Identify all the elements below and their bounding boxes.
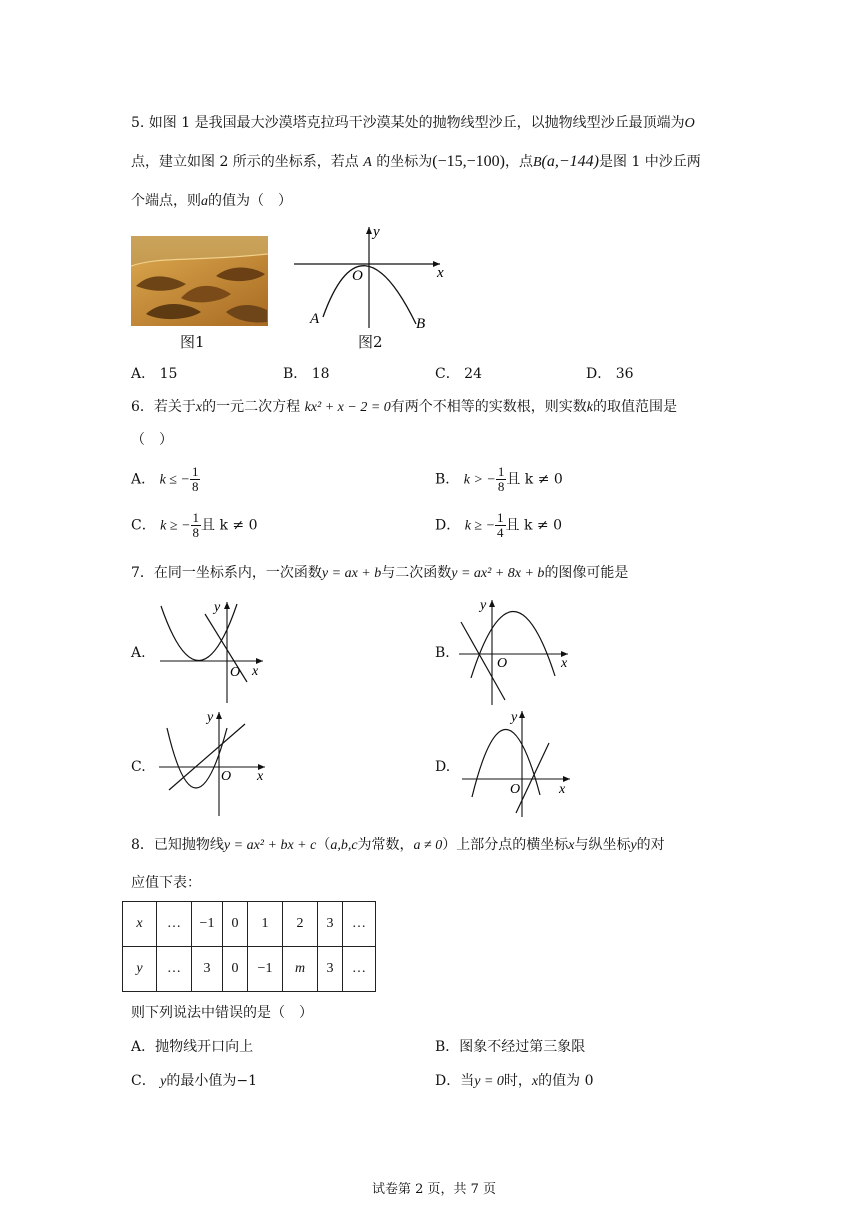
svg-text:y: y — [511, 710, 518, 725]
table-cell: m — [283, 947, 318, 992]
page-footer: 试卷第 2 页，共 7 页 — [371, 1182, 497, 1197]
fig2-parabola-diagram — [290, 222, 450, 332]
q5-text: ，点 — [504, 154, 533, 170]
q8-option-d[interactable]: D．当y = 0时，x的值为 0 — [435, 1073, 594, 1089]
table-row-y — [123, 947, 376, 992]
table-row-x — [123, 902, 376, 947]
svg-text:x: x — [561, 656, 568, 671]
q5-var-B: B — [532, 155, 542, 170]
q7-option-d-label[interactable]: D. — [435, 759, 451, 775]
table-cell: … — [343, 947, 376, 992]
svg-text:y: y — [207, 710, 214, 725]
q7-graph-d[interactable] — [458, 707, 576, 823]
table-cell: −1 — [192, 902, 223, 947]
q5-var-A: A — [363, 155, 372, 170]
table-cell: 0 — [223, 902, 248, 947]
svg-text:O: O — [510, 782, 521, 797]
q5-text: 5. 如图 1 是我国最大沙漠塔克拉玛干沙漠某处的抛物线型沙丘，以抛物线型沙丘最顶端为 — [131, 115, 685, 131]
q6-equation: kx² + x − 2 = 0 — [304, 400, 391, 415]
q5-var-a: a — [201, 194, 208, 209]
table-cell: 0 — [223, 947, 248, 992]
fraction: $\frac{1}{8}$ — [497, 464, 505, 494]
fraction: $\frac{1}{8}$ — [191, 464, 199, 494]
svg-text:y: y — [480, 598, 487, 613]
svg-text:y: y — [214, 600, 221, 615]
q7-graph-c[interactable] — [155, 708, 270, 822]
q6-option-b[interactable]: B． k > − $\frac{1}{8}$ 且 k ≠ 0 — [435, 464, 563, 494]
table-cell: 3 — [318, 902, 343, 947]
q7-line1: 7．在同一坐标系内，一次函数y = ax + b与二次函数y = ax² + 8x + b的图像可能是 — [131, 565, 629, 581]
q5-option-c[interactable]: C． 24 — [435, 366, 482, 382]
origin-label: O — [352, 268, 363, 284]
table-cell: x — [123, 902, 157, 947]
table-cell: 2 — [283, 902, 318, 947]
point-A-label: A — [310, 311, 320, 327]
q7-graph-b[interactable] — [455, 594, 575, 712]
fig1-label: 图1 — [180, 333, 205, 351]
q8-function: y = ax² + bx + c — [223, 838, 317, 853]
axis-y-label: y — [373, 224, 380, 240]
q5-coord-B: (a,−144) — [541, 153, 599, 170]
q5-line3 — [131, 191, 292, 212]
q5-text: 点，建立如图 2 所示的坐标系，若点 — [131, 154, 359, 170]
table-cell: −1 — [248, 947, 283, 992]
table-cell: y — [123, 947, 157, 992]
point-B-label: B — [416, 316, 426, 332]
q7-graph-a[interactable] — [155, 598, 270, 712]
q8-option-a[interactable]: A．抛物线开口向上 — [131, 1039, 254, 1055]
q7-option-a-label[interactable]: A. — [131, 645, 146, 661]
svg-text:x: x — [257, 769, 264, 784]
table-cell: 3 — [192, 947, 223, 992]
q5-line2 — [131, 152, 701, 173]
q6-line1: 6．若关于x的一元二次方程 kx² + x − 2 = 0有两个不相等的实数根，则实数k的取值范围是 — [131, 399, 677, 415]
fraction: $\frac{1}{4}$ — [497, 510, 504, 540]
q5-line1 — [131, 113, 695, 134]
q5-option-a[interactable]: A． 15 — [131, 366, 178, 382]
q5-coord-A: (−15,−100) — [432, 153, 505, 170]
q8-line2: 应值下表： — [131, 875, 201, 891]
q5-text: 个端点，则 — [131, 193, 201, 209]
q5-text: 的值为（ ） — [208, 193, 292, 209]
q6-option-c[interactable]: C． k ≥ − $\frac{1}{8}$ 且 k ≠ 0 — [131, 510, 258, 540]
q6-option-d[interactable]: D． k ≥ − $\frac{1}{4}$ 且 k ≠ 0 — [435, 510, 563, 540]
svg-text:x: x — [252, 664, 259, 679]
q6-line2: （ ） — [131, 432, 173, 448]
q8-option-b[interactable]: B．图象不经过第三象限 — [435, 1039, 586, 1055]
y-axis-arrow — [366, 227, 372, 234]
axis-x-label: x — [437, 265, 444, 281]
q8-question: 则下列说法中错误的是（ ） — [131, 1005, 313, 1021]
q7-option-b-label[interactable]: B. — [435, 645, 450, 661]
q5-text: 是图 1 中沙丘两 — [599, 154, 701, 170]
table-cell: … — [157, 947, 192, 992]
table-cell: 3 — [318, 947, 343, 992]
q7-option-c-label[interactable]: C. — [131, 759, 146, 775]
svg-text:O: O — [230, 665, 241, 680]
q5-text: 的坐标为 — [376, 154, 433, 170]
q7-linear-function: y = ax + b — [321, 566, 382, 581]
table-cell: 1 — [248, 902, 283, 947]
q7-quadratic-function: y = ax² + 8x + b — [451, 566, 545, 581]
svg-text:O: O — [497, 656, 508, 671]
q5-var-O: O — [684, 116, 695, 131]
svg-text:x: x — [559, 782, 566, 797]
svg-text:O: O — [221, 769, 232, 784]
table-cell: … — [343, 902, 376, 947]
fraction: $\frac{1}{8}$ — [192, 510, 200, 540]
q8-option-c[interactable]: C． y的最小值为−1 — [131, 1073, 258, 1089]
q5-option-b[interactable]: B． 18 — [283, 366, 330, 382]
dune-photo — [131, 236, 268, 326]
q8-line1: 8．已知抛物线y = ax² + bx + c（a,b,c为常数，a ≠ 0）上部分点的横坐标x与纵坐标y的对 — [131, 837, 665, 853]
q5-option-d[interactable]: D． 36 — [586, 366, 634, 382]
table-cell: … — [157, 902, 192, 947]
q6-option-a[interactable]: A． k ≤ − $\frac{1}{8}$ — [131, 464, 199, 494]
q6-var-x: x — [195, 400, 203, 415]
fig2-label: 图2 — [358, 333, 383, 351]
q6-var-k: k — [586, 400, 593, 415]
q8-value-table — [122, 901, 376, 992]
